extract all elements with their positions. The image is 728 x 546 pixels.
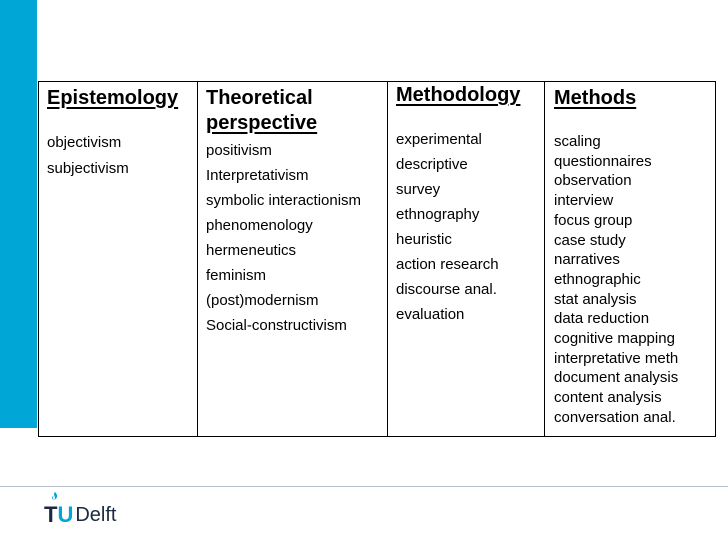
list-item: symbolic interactionism	[206, 192, 362, 209]
header-line: Theoretical	[206, 87, 313, 109]
header-line: perspective	[206, 112, 318, 134]
list-item: data reduction	[554, 310, 650, 328]
list-item: narratives	[554, 251, 620, 269]
list-item: interview	[554, 192, 614, 210]
accent-bar	[0, 0, 37, 428]
list-item: feminism	[206, 267, 267, 284]
item-list	[396, 131, 538, 323]
list-item: observation	[554, 172, 632, 190]
list-item: stat analysis	[554, 290, 637, 308]
header-line: Epistemology	[47, 87, 179, 109]
column-methodology	[388, 82, 545, 436]
column-header	[554, 86, 709, 111]
tu-delft-logo	[44, 500, 116, 526]
item-list	[47, 135, 191, 176]
list-item: (post)modernism	[206, 292, 319, 309]
list-item: objectivism	[47, 134, 122, 151]
list-item: evaluation	[396, 306, 465, 323]
list-item: document analysis	[554, 369, 679, 387]
list-item: Social-constructivism	[206, 317, 347, 334]
logo-t: T	[44, 502, 58, 527]
list-item: descriptive	[396, 156, 468, 173]
list-item: action research	[396, 256, 499, 273]
list-item: case study	[554, 231, 626, 249]
list-item: cognitive mapping	[554, 330, 675, 348]
list-item: scaling	[554, 133, 601, 150]
list-item: Interpretativism	[206, 167, 309, 184]
flame-icon	[49, 492, 61, 504]
item-list	[206, 142, 381, 334]
footer-divider	[0, 486, 728, 487]
header-line: Methods	[554, 87, 637, 109]
column-header	[47, 86, 191, 111]
concept-table	[38, 81, 716, 437]
list-item: phenomenology	[206, 217, 313, 234]
list-item: content analysis	[554, 389, 662, 407]
list-item: questionnaires	[554, 152, 652, 170]
column-methods	[545, 82, 715, 436]
list-item: conversation anal.	[554, 408, 676, 426]
column-theoretical-perspective	[198, 82, 388, 436]
column-epistemology	[39, 82, 198, 436]
list-item: focus group	[554, 211, 633, 229]
list-item: positivism	[206, 142, 272, 159]
list-item: ethnography	[396, 206, 480, 223]
list-item: heuristic	[396, 231, 452, 248]
list-item: survey	[396, 181, 441, 198]
list-item: experimental	[396, 131, 482, 148]
logo-u: U	[57, 502, 74, 527]
list-item: discourse anal.	[396, 281, 497, 298]
item-list	[554, 132, 709, 428]
column-header	[396, 83, 538, 108]
list-item: hermeneutics	[206, 242, 297, 259]
list-item: ethnographic	[554, 270, 641, 288]
logo-text: Delft	[75, 504, 117, 526]
list-item: interpretative meth	[554, 349, 679, 367]
list-item: subjectivism	[47, 160, 129, 177]
header-line: Methodology	[396, 84, 521, 106]
column-header	[206, 86, 381, 136]
